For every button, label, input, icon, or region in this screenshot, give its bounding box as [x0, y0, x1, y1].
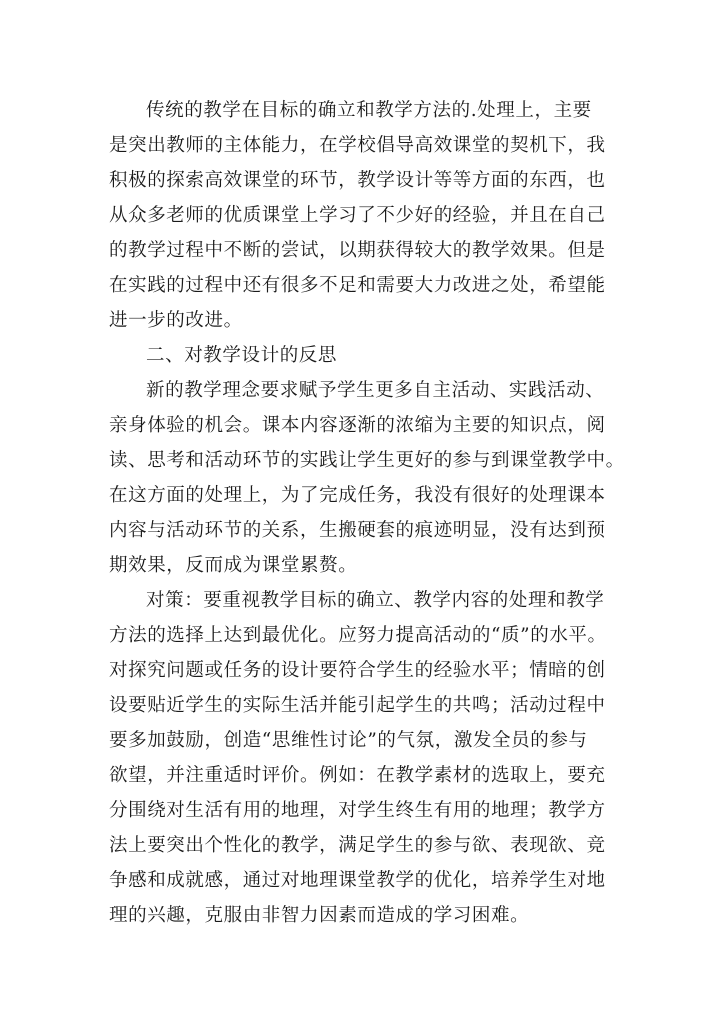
paragraph-line: 在实践的过程中还有很多不足和需要大力改进之处，希望能 [109, 275, 606, 296]
paragraph-line: 读、思考和活动环节的实践让学生更好的参与到课堂教学中。 [109, 450, 625, 471]
paragraph-line: 的教学过程中不断的尝试，以期获得较大的教学效果。但是 [109, 240, 606, 261]
paragraph-line: 亲身体验的机会。课本内容逐渐的浓缩为主要的知识点，阅 [109, 415, 606, 436]
paragraph-line: 在这方面的处理上，为了完成任务，我没有很好的处理课本 [109, 485, 606, 506]
paragraph-line: 进一步的改进。 [109, 310, 243, 331]
document-body [109, 93, 629, 933]
paragraph-1 [109, 93, 629, 338]
paragraph-line: 新的教学理念要求赋予学生更多自主活动、实践活动、 [146, 380, 605, 401]
paragraph-line: 内容与活动环节的关系，生搬硬套的痕迹明显，没有达到预 [109, 520, 606, 541]
paragraph-line: 方法的选择上达到最优化。应努力提高活动的“质”的水平。 [109, 625, 607, 646]
paragraph-line: 对策：要重视教学目标的确立、教学内容的处理和教学 [146, 590, 605, 611]
paragraph-line: 是突出教师的主体能力，在学校倡导高效课堂的契机下，我 [109, 135, 606, 156]
paragraph-line: 从众多老师的优质课堂上学习了不少好的经验，并且在自己 [109, 205, 606, 226]
paragraph-line: 欲望，并注重适时评价。例如：在教学素材的选取上，要充 [109, 765, 606, 786]
paragraph-3 [109, 583, 629, 933]
paragraph-line: 传统的教学在目标的确立和教学方法的.处理上，主要 [146, 100, 592, 121]
paragraph-line: 积极的探索高效课堂的环节，教学设计等等方面的东西，也 [109, 170, 606, 191]
paragraph-line: 期效果，反而成为课堂累赘。 [109, 555, 358, 576]
paragraph-line: 理的兴趣，克服由非智力因素而造成的学习困难。 [109, 905, 530, 926]
paragraph-line: 对探究问题或任务的设计要符合学生的经验水平；情暗的创 [109, 660, 606, 681]
paragraph-line: 设要贴近学生的实际生活并能引起学生的共鸣；活动过程中 [109, 695, 606, 716]
paragraph-line: 法上要突出个性化的教学，满足学生的参与欲、表现欲、竞 [109, 835, 606, 856]
paragraph-line: 争感和成就感，通过对地理课堂教学的优化，培养学生对地 [109, 870, 606, 891]
paragraph-line: 要多加鼓励，创造“思维性讨论”的气氛，激发全员的参与 [109, 730, 588, 751]
paragraph-2 [109, 373, 629, 583]
paragraph-line: 分围绕对生活有用的地理，对学生终生有用的地理；教学方 [109, 800, 606, 821]
section-heading: 二、对教学设计的反思 [146, 345, 338, 366]
